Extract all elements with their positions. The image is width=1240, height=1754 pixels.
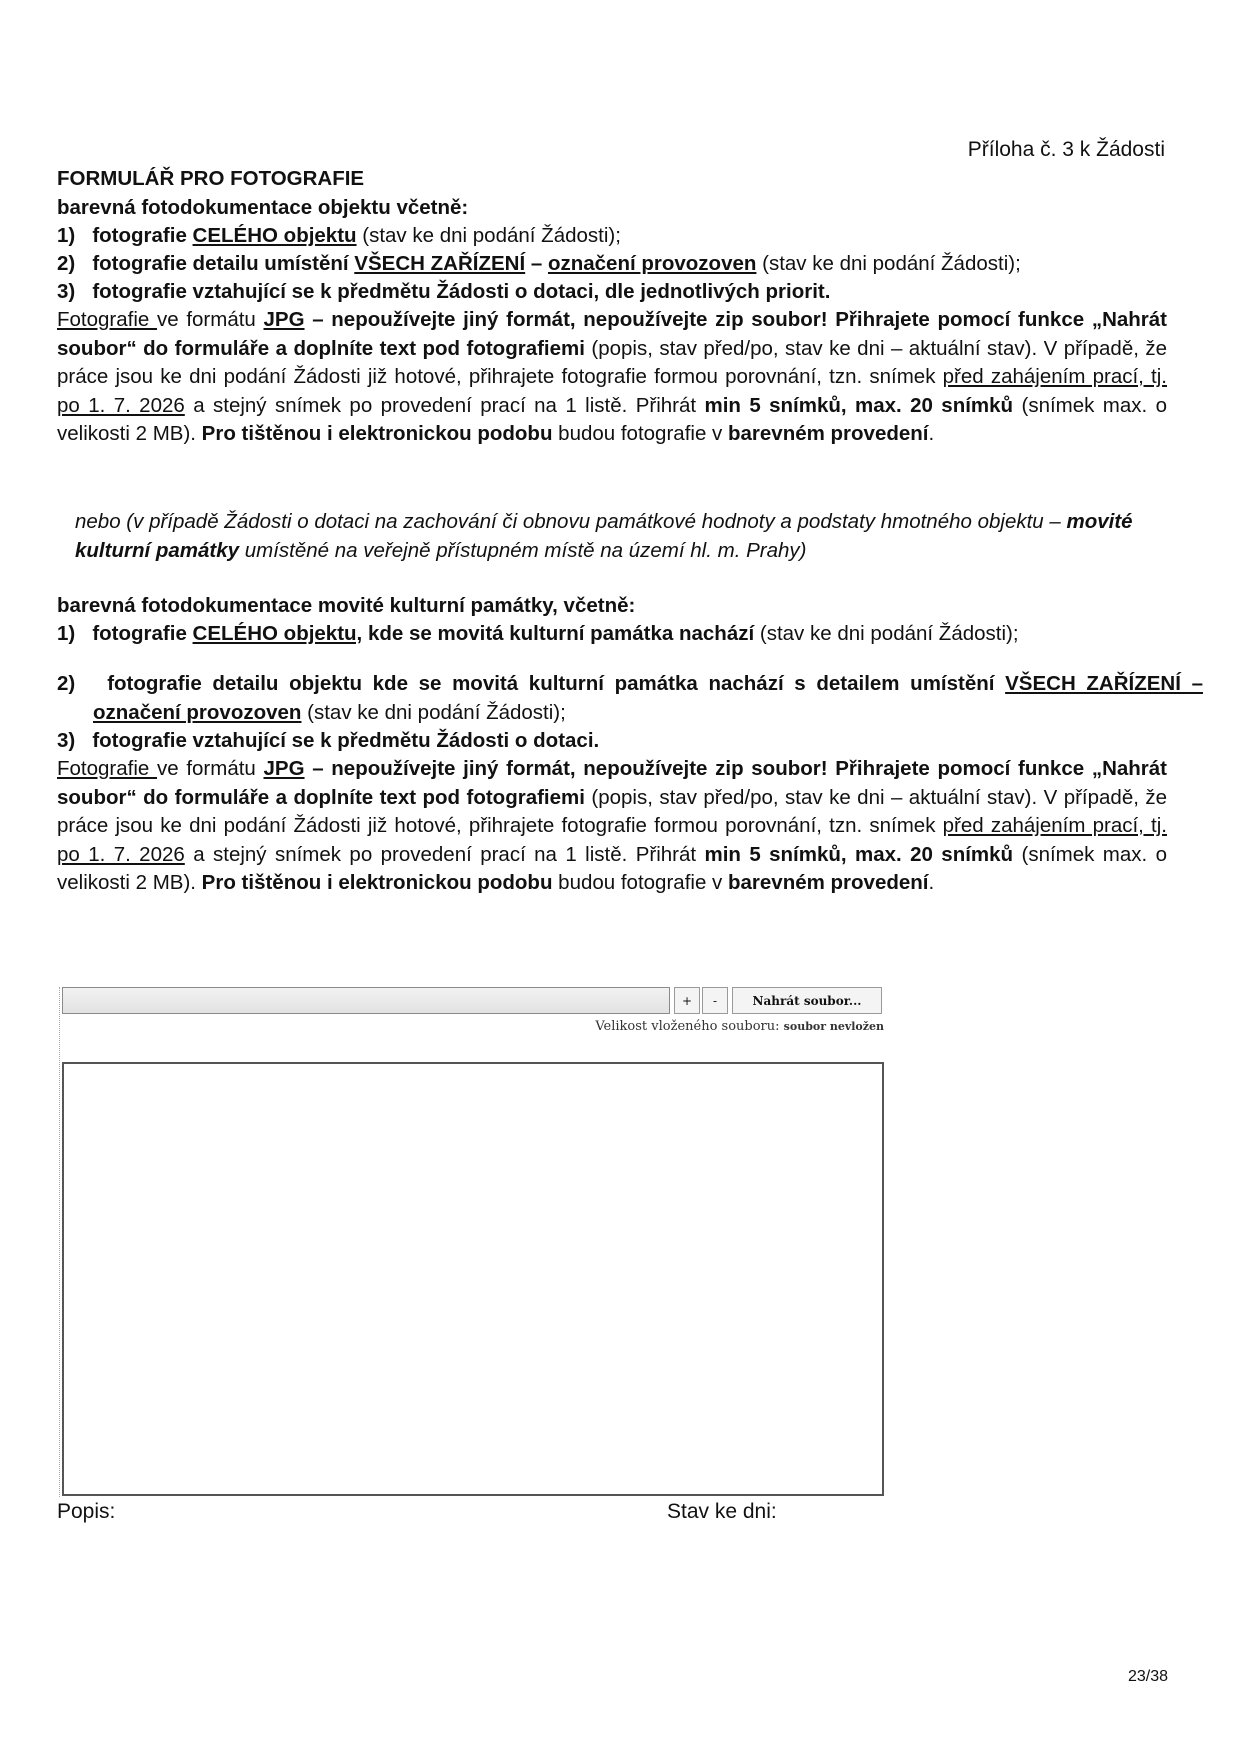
instructions-1: Fotografie ve formátu JPG – nepoužívejte jiný formát, nepoužívejte zip soubor! Přihrajete pomocí funkce „Nahrát soubor“ do formuláře a doplníte text pod fotografiemi (popis, stav před/po, stav ke dni – aktuální stav). V případě, že práce jsou ke dni podání Žádosti již hotové, přihrajete fotografie formou porovnání, tzn. snímek před zahájením prací, tj. po 1. 7. 2026 a stejný snímek po provedení prací na 1 listě. Přihrát min 5 snímků, max. 20 snímků (snímek max. o velikosti 2 MB). Pro tištěnou i elektronickou podobu budou fotografie v barevném provedení.	[57, 308, 1168, 445]
status-date-label: Stav ke dni:	[667, 1500, 777, 1523]
section1-heading: barevná fotodokumentace objektu včetně:	[57, 196, 469, 219]
upload-file-button[interactable]: Nahrát soubor...	[732, 987, 882, 1014]
remove-button[interactable]: -	[702, 987, 728, 1014]
page-number: 23/38	[1127, 1668, 1168, 1685]
file-size-info	[62, 1019, 884, 1034]
instructions-2: Fotografie ve formátu JPG – nepoužívejte jiný formát, nepoužívejte zip soubor! Přihrajete pomocí funkce „Nahrát soubor“ do formuláře a doplníte text pod fotografiemi (popis, stav před/po, stav ke dni – aktuální stav). V případě, že práce jsou ke dni podání Žádosti již hotové, přihrajete fotografie formou porovnání, tzn. snímek před zahájením prací, tj. po 1. 7. 2026 a stejný snímek po provedení prací na 1 listě. Přihrát min 5 snímků, max. 20 snímků (snímek max. o velikosti 2 MB). Pro tištěnou i elektronickou podobu budou fotografie v barevném provedení.	[57, 757, 1168, 894]
page-title: FORMULÁŘ PRO FOTOGRAFIE	[57, 167, 365, 190]
section1-item2: 2) fotografie detailu umístění VŠECH ZAŘÍZENÍ – označení provozoven (stav ke dni podání Žádosti);	[57, 252, 1021, 275]
section2-item1: 1) fotografie CELÉHO objektu, kde se movitá kulturní památka nachází (stav ke dni podání Žádosti);	[57, 622, 1019, 645]
section2-heading: barevná fotodokumentace movité kulturní památky, včetně:	[57, 594, 636, 617]
file-path-field[interactable]	[62, 987, 670, 1014]
description-label: Popis:	[57, 1500, 116, 1523]
section2-item2: 2) fotografie detailu objektu kde se movitá kulturní památka nachází s detailem umístění VŠECH ZAŘÍZENÍ – označení provozoven (stav ke dni podání Žádosti);	[57, 672, 1203, 724]
annex-label: Příloha č. 3 k Žádosti	[967, 138, 1165, 161]
section1-item1: 1) fotografie CELÉHO objektu (stav ke dni podání Žádosti);	[57, 224, 621, 247]
photo-placeholder[interactable]	[62, 1062, 884, 1496]
section1-item3: 3) fotografie vztahující se k předmětu Žádosti o dotaci, dle jednotlivých priorit.	[57, 280, 831, 303]
file-size-label: Velikost vloženého souboru:	[595, 1019, 780, 1034]
photo-upload-widget	[62, 987, 884, 1497]
file-size-value: soubor nevložen	[783, 1020, 884, 1033]
alternative-note: nebo (v případě Žádosti o dotaci na zachování či obnovu památkové hodnoty a podstaty hmotného objektu – movité kulturní památky umístěné na veřejně přístupném místě na území hl. m. Prahy)	[75, 510, 1133, 562]
section2-item3: 3) fotografie vztahující se k předmětu Žádosti o dotaci.	[57, 729, 600, 752]
add-button[interactable]: +	[674, 987, 700, 1014]
widget-left-border	[59, 987, 60, 1497]
